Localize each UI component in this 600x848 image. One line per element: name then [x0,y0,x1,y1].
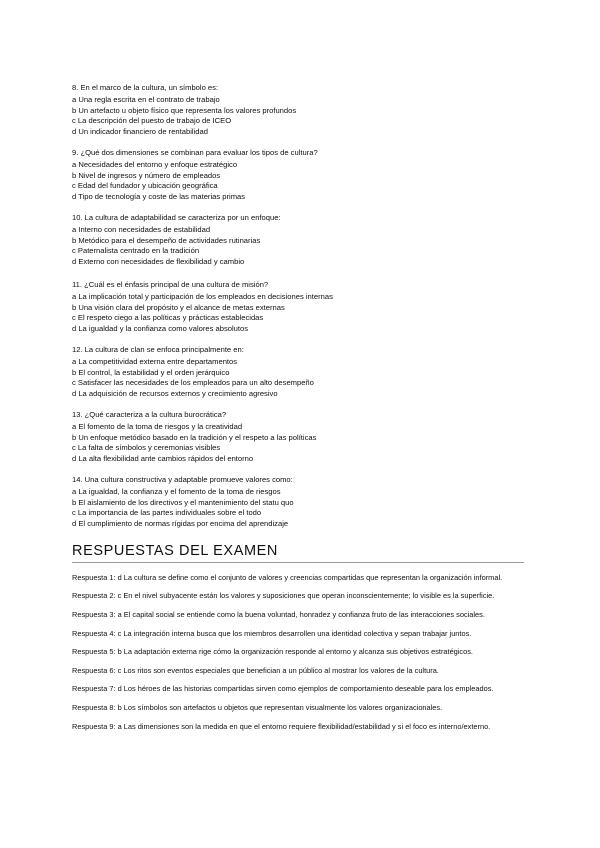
document-page [72,83,524,740]
option-b: b El aislamiento de los directivos y el mantenimiento del statu quo [72,497,294,507]
question-13 [72,410,524,465]
option-a: a El fomento de la toma de riesgos y la creatividad [72,421,243,431]
question-title: 14. Una cultura constructiva y adaptable promueve valores como: [72,474,293,484]
option-d: d La alta flexibilidad ante cambios rápidos del entorno [72,454,254,464]
option-b: b Nivel de ingresos y número de empleados [72,170,221,180]
option-d: d La adquisición de recursos externos y crecimiento agresivo [72,389,278,399]
answer-9: Respuesta 9: a Las dimensiones son la medida en que el entorno requiere flexibilidad/estabilidad y si el foco es interno/externo. [72,721,491,731]
option-c: c La descripción del puesto de trabajo de ICEO [72,116,232,126]
option-d: d Tipo de tecnología y coste de las materias primas [72,192,246,202]
answer-3: Respuesta 3: a El capital social se entiende como la buena voluntad, honradez y confianza fruto de las interacciones sociales. [72,610,485,620]
option-d: d Externo con necesidades de flexibilidad y cambio [72,257,245,267]
option-b: b El control, la estabilidad y el orden jerárquico [72,367,230,377]
answer-4: Respuesta 4: c La integración interna busca que los miembros desarrollen una identidad colectiva y sepan trabajar juntos. [72,628,472,638]
option-b: b Metódico para el desempeño de actividades rutinarias [72,235,261,245]
answers-heading: RESPUESTAS DEL EXAMEN [72,542,278,559]
question-14 [72,475,524,530]
option-a: a Necesidades del entorno y enfoque estratégico [72,159,238,169]
question-8 [72,83,524,138]
option-a: a La competitividad externa entre departamentos [72,356,238,366]
option-d: d La igualdad y la confianza como valores absolutos [72,324,249,334]
question-title: 12. La cultura de clan se enfoca principalmente en: [72,344,244,354]
question-title: 11. ¿Cuál es el énfasis principal de una cultura de misión? [72,279,269,289]
option-a: a La igualdad, la confianza y el fomento de la toma de riesgos [72,486,281,496]
answers-list [72,573,524,732]
answer-1: Respuesta 1: d La cultura se define como el conjunto de valores y creencias compartidas que representan la organización informal. [72,572,503,582]
option-d: d El cumplimiento de normas rígidas por encima del aprendizaje [72,519,289,529]
option-c: c La falta de símbolos y ceremonias visibles [72,443,221,453]
question-9 [72,148,524,203]
answer-8: Respuesta 8: b Los símbolos son artefactos u objetos que representan visualmente los valores organizacionales. [72,703,443,713]
option-c: c Edad del fundador y ubicación geográfica [72,181,218,191]
answer-6: Respuesta 6: c Los ritos son eventos especiales que benefician a un público al mostrar los valores de la cultura. [72,665,439,675]
option-c: c El respeto ciego a las políticas y prácticas establecidas [72,313,264,323]
option-a: a Una regla escrita en el contrato de trabajo [72,94,220,104]
option-b: b Un enfoque metódico basado en la tradición y el respeto a las políticas [72,432,317,442]
question-title: 9. ¿Qué dos dimensiones se combinan para evaluar los tipos de cultura? [72,147,318,157]
option-d: d Un indicador financiero de rentabilidad [72,127,208,137]
answer-2: Respuesta 2: c En el nivel subyacente están los valores y suposiciones que operan inconscientemente; lo visible es la superficie. [72,591,495,601]
option-c: c Paternalista centrado en la tradición [72,246,200,256]
option-b: b Un artefacto u objeto físico que representa los valores profundos [72,105,297,115]
question-title: 8. En el marco de la cultura, un símbolo es: [72,83,219,92]
option-c: c Satisfacer las necesidades de los empleados para un alto desempeño [72,378,314,388]
question-title: 10. La cultura de adaptabilidad se caracteriza por un enfoque: [72,212,281,222]
question-title: 13. ¿Qué caracteriza a la cultura burocrática? [72,409,227,419]
question-10 [72,213,524,268]
question-12 [72,345,524,400]
answer-5: Respuesta 5: b La adaptación externa rige cómo la organización responde al entorno y alcanza sus objetivos estratégicos. [72,647,473,657]
option-a: a La implicación total y participación de los empleados en decisiones internas [72,291,333,301]
section-divider [72,562,524,563]
option-c: c La importancia de las partes individuales sobre el todo [72,508,262,518]
answer-7: Respuesta 7: d Los héroes de las historias compartidas sirven como ejemplos de comportamiento deseable para los empleados. [72,684,494,694]
option-b: b Una visión clara del propósito y el alcance de metas externas [72,302,285,312]
question-11 [72,280,524,335]
option-a: a Interno con necesidades de estabilidad [72,224,211,234]
